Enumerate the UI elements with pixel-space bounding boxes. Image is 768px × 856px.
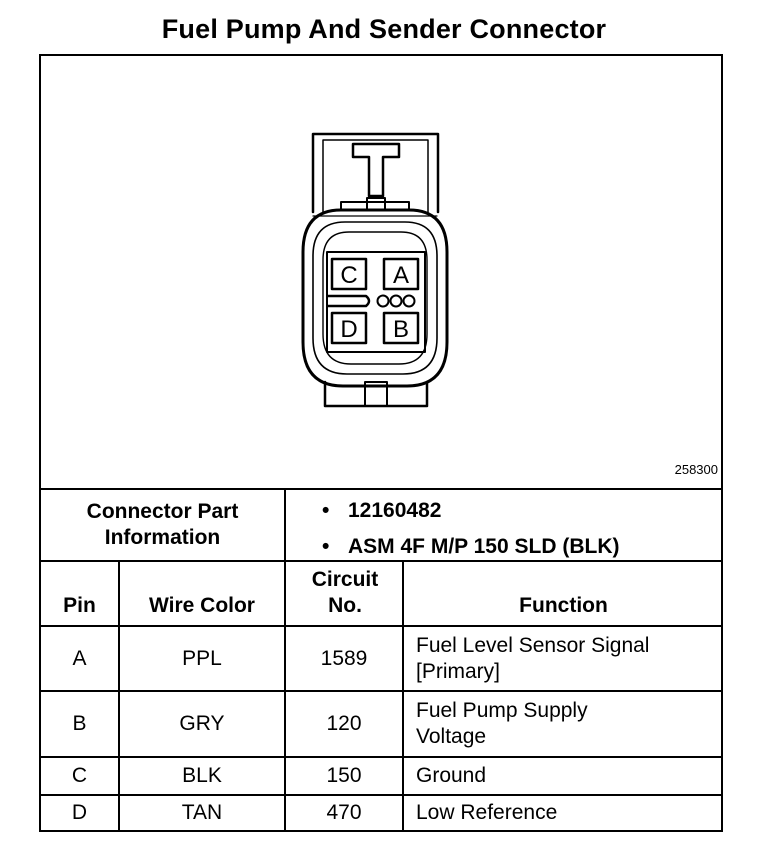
part-description-item: • ASM 4F M/P 150 SLD (BLK) bbox=[318, 529, 718, 565]
row-a-function: Fuel Level Sensor Signal [Primary] bbox=[416, 633, 650, 683]
row-c-pin: C bbox=[71, 764, 88, 787]
cavity-label-d: D bbox=[340, 316, 358, 343]
row-c-wire-color: BLK bbox=[182, 764, 222, 787]
cavity-label-b: B bbox=[392, 316, 410, 343]
part-info-label: Connector Part Information bbox=[86, 500, 239, 549]
row-c-function: Ground bbox=[416, 764, 487, 787]
part-number-item: • 12160482 bbox=[318, 493, 718, 529]
row-d-wire-color: TAN bbox=[181, 801, 223, 824]
figure-number: 258300 bbox=[674, 462, 718, 477]
cavity-label-c: C bbox=[340, 262, 358, 289]
page-title: Fuel Pump And Sender Connector bbox=[161, 14, 607, 44]
row-b-function: Fuel Pump Supply Voltage bbox=[416, 699, 588, 748]
connector-diagram bbox=[41, 56, 721, 488]
header-pin: Pin bbox=[63, 594, 96, 617]
header-circuit-no: Circuit No. bbox=[311, 568, 379, 617]
row-b-wire-color: GRY bbox=[179, 712, 225, 735]
part-info-list bbox=[318, 493, 718, 565]
row-b-pin: B bbox=[72, 712, 87, 735]
row-b-circuit: 120 bbox=[326, 712, 362, 735]
header-wire-color: Wire Color bbox=[149, 594, 255, 617]
header-function: Function bbox=[519, 594, 608, 617]
row-d-pin: D bbox=[71, 801, 88, 824]
row-c-circuit: 150 bbox=[326, 764, 362, 787]
row-d-circuit: 470 bbox=[326, 801, 362, 824]
cavity-label-a: A bbox=[392, 262, 410, 289]
row-a-wire-color: PPL bbox=[182, 646, 222, 670]
row-a-pin: A bbox=[72, 646, 87, 670]
row-a-circuit: 1589 bbox=[320, 646, 368, 670]
row-d-function: Low Reference bbox=[416, 801, 558, 824]
